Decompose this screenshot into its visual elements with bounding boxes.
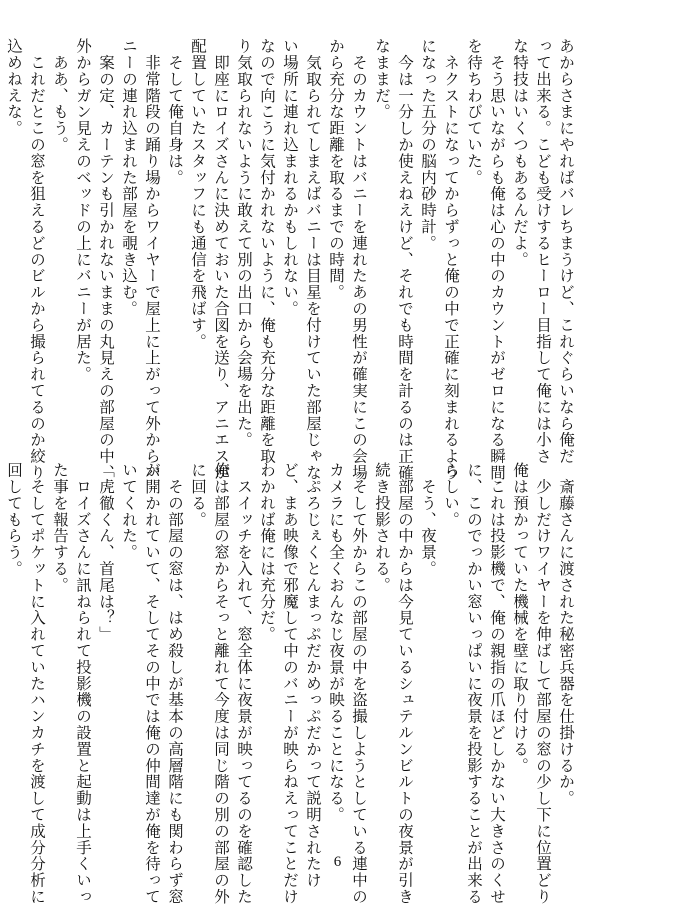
text-line: ぷろじぇくとんまっぷだかめっぷだかって説明されたけ <box>304 462 322 889</box>
text-line: ネクストになってからずっと俺の中で正確に刻まれるよう <box>442 38 460 481</box>
text-line: 案の定、カーテンも引かれないままの丸見えの部屋の中、 <box>97 38 115 481</box>
text-line: そしてポケットに入れていたハンカチを渡して成分分析に <box>28 462 46 905</box>
text-line: ニーの連れ込まれた部屋を覗き込む。 <box>120 38 138 317</box>
text-line: 気取られてしまえばバニーは目星を付けていた部屋じゃな <box>304 38 322 481</box>
text-line: 俺は預かっていた機械を壁に取り付ける。 <box>511 462 529 774</box>
text-line: に、このでっかい窓いっぱいに夜景を投影することが出来る <box>465 462 483 905</box>
text-line: 斎藤さんに渡された秘密兵器を仕掛けるか。 <box>557 462 575 807</box>
text-line: が開かれていて、そしてその中では俺の仲間達が俺を待って <box>143 462 161 905</box>
text-line: ロイズさんに訊ねられて投影機の設置と起動は上手くいっ <box>74 462 92 905</box>
text-line: わかれば俺には充分だ。 <box>258 462 276 643</box>
text-line: なので向こうに気付かれないように、俺も充分な距離を取 <box>258 38 276 465</box>
text-line: これだとこの窓を狙えるどのビルから撮られてるのか絞り <box>28 38 46 481</box>
text-line: なままだ。 <box>373 38 391 120</box>
page-number: 6 <box>333 854 342 870</box>
text-line: ああ、もう。 <box>51 38 69 153</box>
text-line <box>0 38 2 446</box>
text-line: 非常階段の踊り場からワイヤーで屋上に上がって外からバ <box>143 38 161 481</box>
text-line: い場所に連れ込まれるかもしれない。 <box>281 38 299 317</box>
text-line: らしい。 <box>442 462 460 528</box>
text-line: な特技はいくつもあるんだよ。 <box>511 38 529 268</box>
text-line: そして俺自身は。 <box>166 38 184 186</box>
text-line: 部屋の中からは今見ているシュテルンビルトの夜景が引き <box>396 462 414 905</box>
text-line: 今は一分しか使えねえけど、それでも時間を計るのは正確 <box>396 38 414 481</box>
text-line: そう、夜景。 <box>419 462 437 577</box>
lower-text-block <box>5 462 577 905</box>
text-line: そのカウントはバニーを連れたあの男性が確実にこの会場 <box>350 38 368 481</box>
text-line: を待ちわびていた。 <box>465 38 483 186</box>
text-line: 配置していたスタッフにも通信を飛ばす。 <box>189 38 207 350</box>
text-line: そして外からこの部屋の中を盗撮しようとしている連中の <box>350 462 368 905</box>
text-line: に回る。 <box>189 462 207 528</box>
text-line: になった五分の脳内砂時計。 <box>419 38 437 252</box>
upper-text-block <box>5 38 577 481</box>
text-line: 少しだけワイヤーを伸ばして部屋の窓の少し下に位置どり <box>534 462 552 905</box>
text-line: その部屋の窓は、はめ殺しが基本の高層階にも関わらず窓 <box>166 462 184 905</box>
text-line: り気取られないように敢えて別の出口から会場を出た。 <box>235 38 253 448</box>
text-line: 外からガン見えのベッドの上にバニーが居た。 <box>74 38 92 383</box>
text-line: これは投影機で、俺の親指の爪ほどしかない大きさのくせ <box>488 462 506 905</box>
text-line: 俺は部屋の窓からそっと離れて今度は同じ階の別の部屋の外 <box>212 462 230 905</box>
text-line: 込めねえな。 <box>5 38 23 137</box>
text-line: 即座にロイズさんに決めておいた合図を送り、アニエスが <box>212 38 230 481</box>
text-line: カメラにも全くおんなじ夜景が映ることになる。 <box>327 462 345 823</box>
text-line: 「虎徹くん、首尾は？」 <box>97 462 115 643</box>
text-line: 続き投影される。 <box>373 462 391 594</box>
text-line: 回してもらう。 <box>5 462 23 577</box>
text-line: いてくれた。 <box>120 462 138 561</box>
text-line: って出来る。こども受けするヒーロー目指して俺には小さ <box>534 38 552 465</box>
text-line: た事を報告する。 <box>51 462 69 594</box>
text-line: そう思いながらも俺は心の中のカウントがゼロになる瞬間 <box>488 38 506 481</box>
text-line: スイッチを入れて、窓全体に夜景が映ってるのを確認した <box>235 462 253 905</box>
text-line: あからさまにやればバレちまうけど、これぐらいなら俺だ <box>557 38 575 465</box>
text-line: から充分な距離を取るまでの時間。 <box>327 38 345 301</box>
text-line: ど、まあ映像で邪魔して中のバニーが映らねえってことだけ <box>281 462 299 905</box>
